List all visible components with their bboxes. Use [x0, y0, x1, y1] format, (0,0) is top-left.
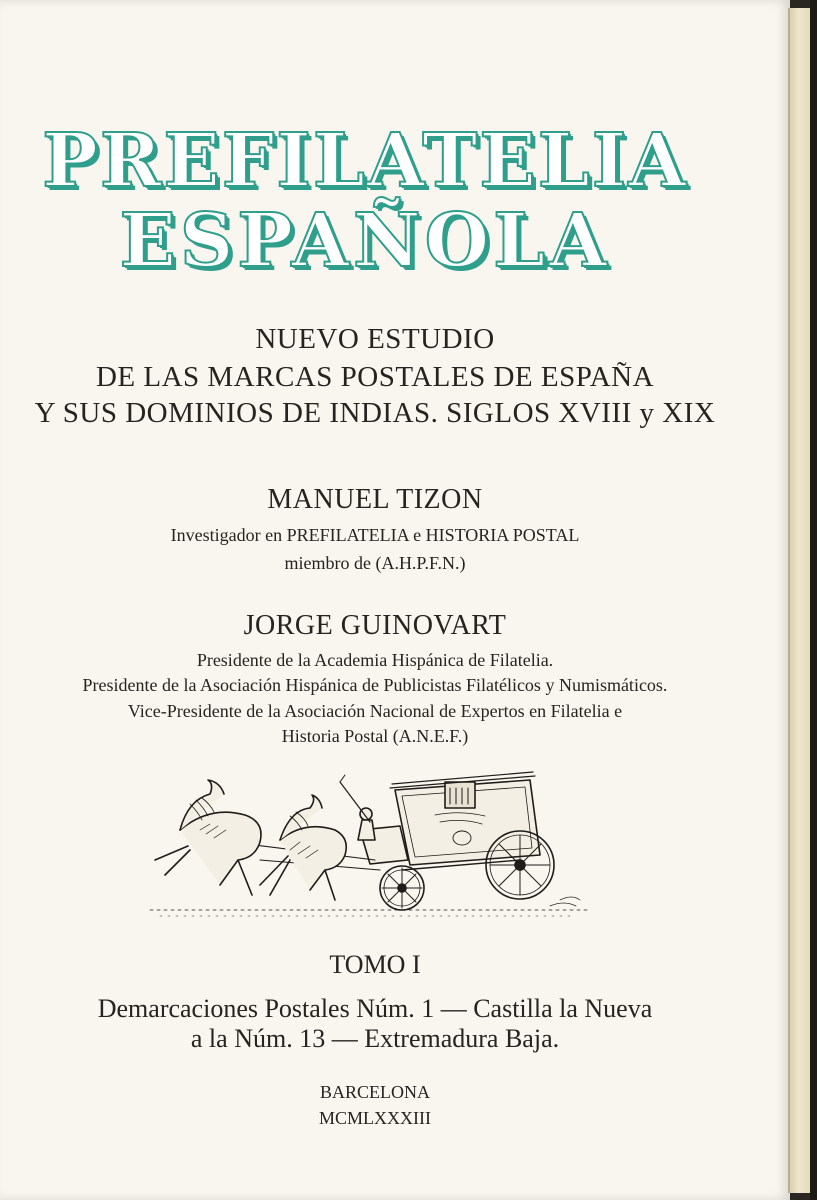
book-title-line-2: ESPAÑOLA	[119, 198, 611, 284]
volume-contents-line-1: Demarcaciones Postales Núm. 1 — Castilla la Nueva	[97, 994, 653, 1023]
stagecoach-engraving-icon	[140, 760, 600, 930]
imprint-year: MCMLXXXIII	[319, 1108, 431, 1128]
volume-contents-line-2: a la Núm. 13 — Extremadura Baja.	[190, 1024, 560, 1053]
volume-label: TOMO I	[329, 950, 421, 979]
author-affiliation: Historia Postal (A.N.E.F.)	[281, 726, 469, 746]
author-affiliation: Presidente de la Academia Hispánica de Filatelia.	[196, 650, 554, 670]
page-edge	[788, 8, 812, 1193]
subtitle-line-3: Y SUS DOMINIOS DE INDIAS. SIGLOS XVIII y XIX	[34, 397, 716, 429]
book-cover-edge	[810, 0, 817, 1200]
subtitle-line-1: NUEVO ESTUDIO	[255, 323, 495, 355]
author-affiliation: Presidente de la Asociación Hispánica de Publicistas Filatélicos y Numismáticos.	[82, 675, 668, 695]
author-affiliation: Investigador en PREFILATELIA e HISTORIA POSTAL	[170, 525, 580, 545]
author-name-guinovart: JORGE GUINOVART	[243, 610, 507, 641]
author-affiliation: Vice-Presidente de la Asociación Nacional de Expertos en Filatelia e	[127, 701, 623, 721]
author-affiliation: miembro de (A.H.P.F.N.)	[284, 553, 466, 573]
book-title-line-1: PREFILATELIA	[42, 118, 688, 204]
author-name-tizon: MANUEL TIZON	[267, 484, 483, 515]
imprint-city: BARCELONA	[319, 1082, 430, 1102]
subtitle-line-2: DE LAS MARCAS POSTALES DE ESPAÑA	[95, 361, 655, 393]
